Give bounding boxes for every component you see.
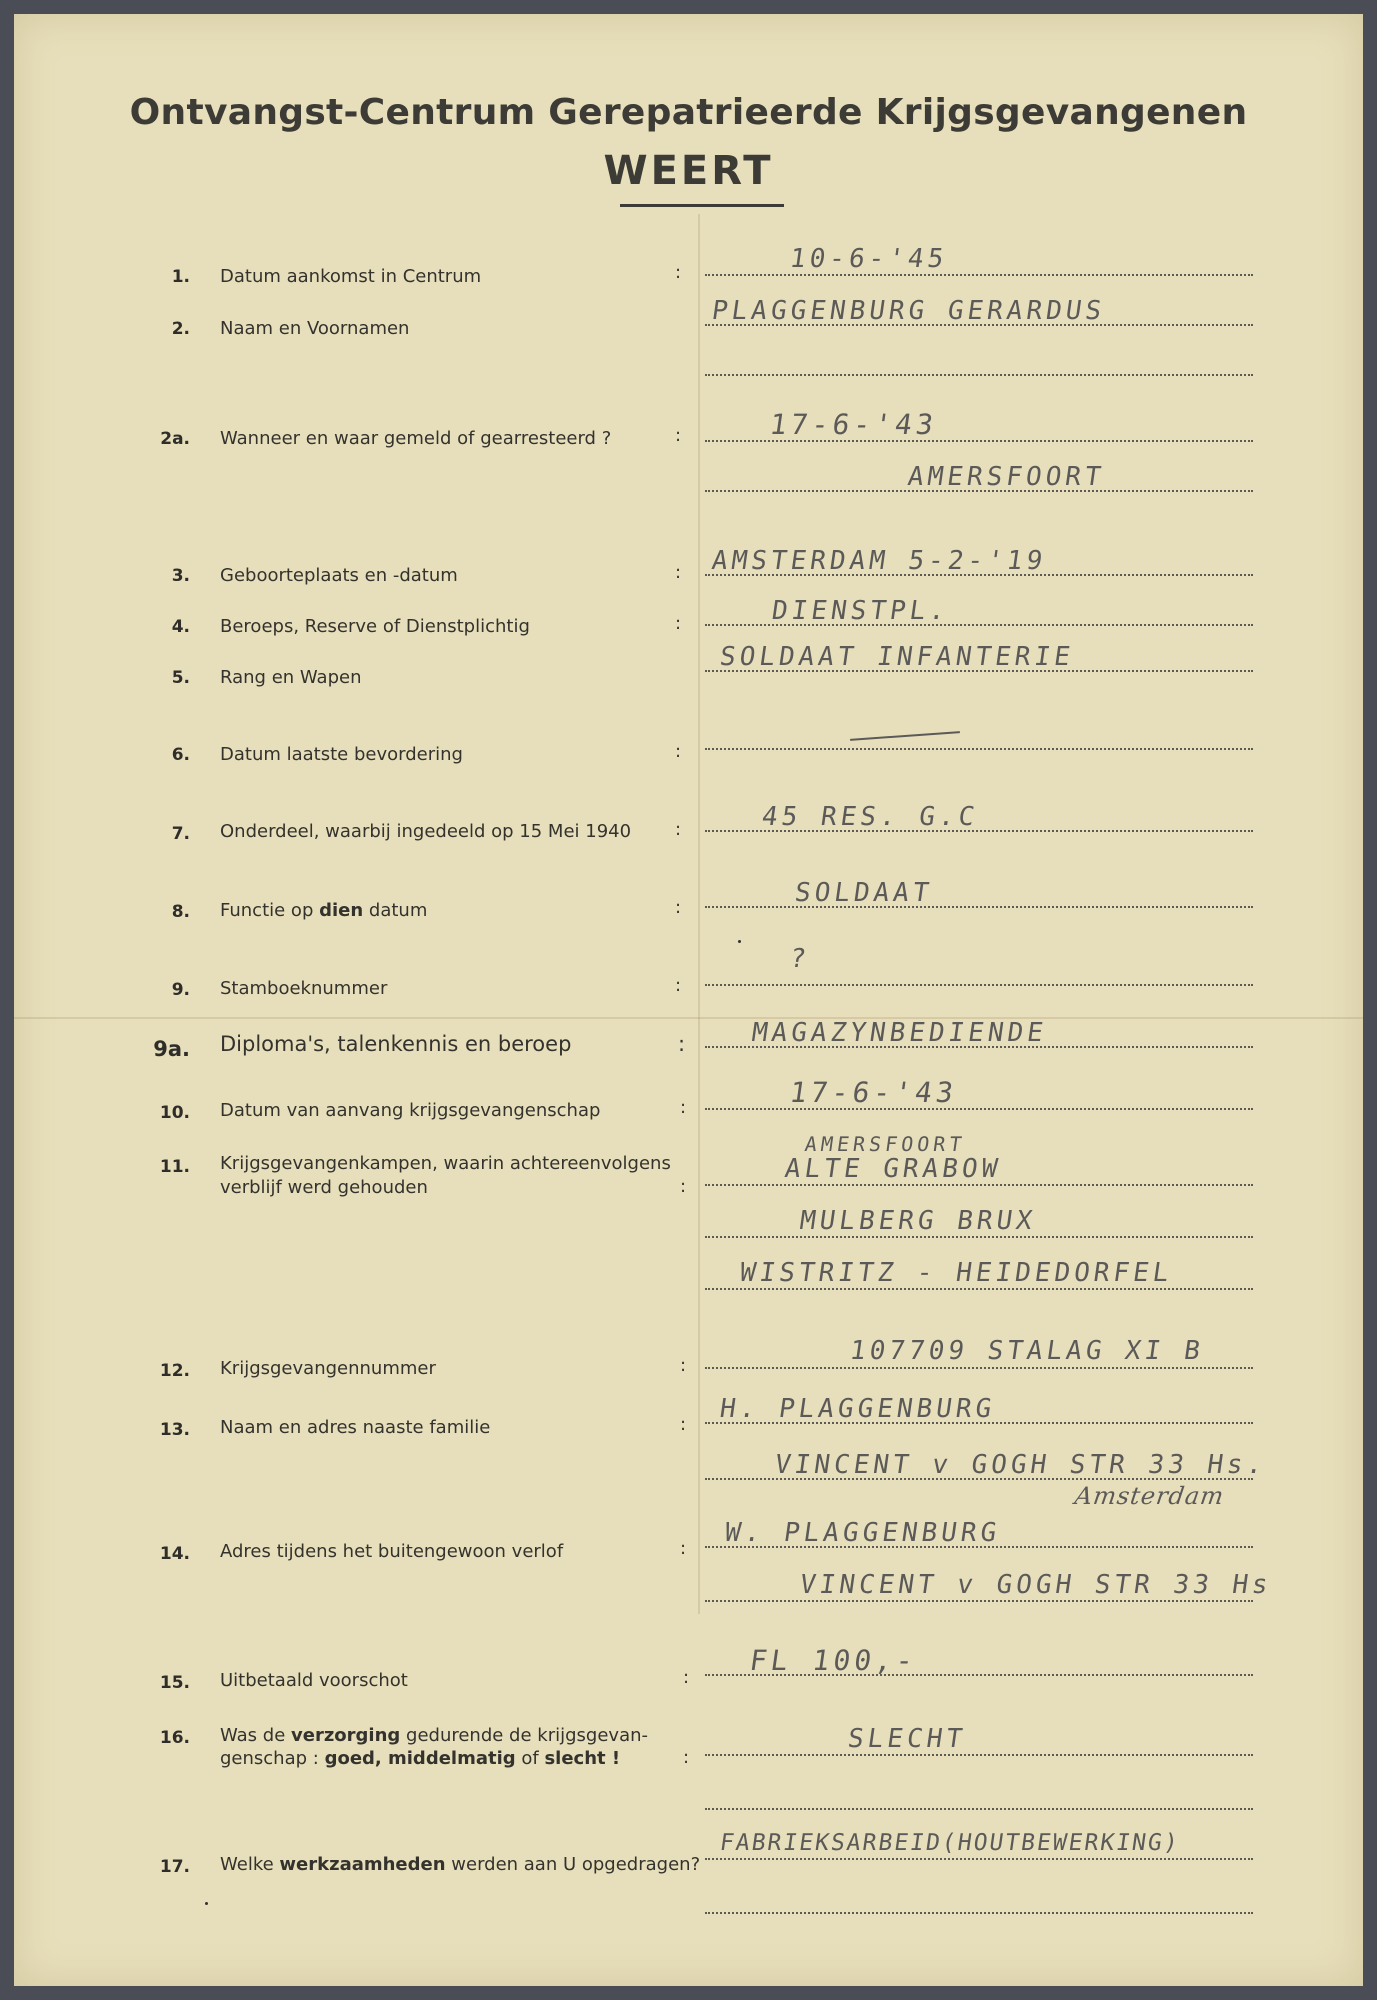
form-sheet bbox=[14, 14, 1363, 1986]
field-label: Geboorteplaats en -datum bbox=[220, 565, 458, 586]
field-colon: : bbox=[680, 1097, 687, 1118]
field-value-name: PLAGGENBURG GERARDUS bbox=[709, 296, 1108, 326]
field-value-rank-branch: SOLDAAT INFANTERIE bbox=[717, 642, 1076, 672]
field-number: 12. bbox=[159, 1361, 190, 1381]
field-number: 2. bbox=[171, 319, 190, 339]
field-value-leave-address: VINCENT v GOGH STR 33 Hs bbox=[797, 1570, 1274, 1600]
field-dotted-line bbox=[705, 374, 1253, 376]
field-number: 15. bbox=[159, 1673, 190, 1693]
ink-speck bbox=[738, 940, 741, 943]
field-dotted-line bbox=[705, 1600, 1253, 1602]
field-number: 10. bbox=[159, 1103, 190, 1123]
field-label: Naam en adres naaste familie bbox=[220, 1417, 491, 1438]
field-label: Krijgsgevangenkampen, waarin achtereenvolgens bbox=[220, 1153, 671, 1174]
ink-speck bbox=[205, 1902, 208, 1905]
field-dotted-line bbox=[705, 1367, 1253, 1369]
field-number: 16. bbox=[159, 1728, 190, 1748]
field-value-unit: 45 RES. G.C bbox=[759, 802, 981, 832]
field-value-camp-4: WISTRITZ - HEIDEDORFEL bbox=[737, 1258, 1175, 1288]
field-colon: : bbox=[680, 1355, 687, 1376]
field-dotted-line bbox=[705, 748, 1253, 750]
field-label: Datum laatste bevordering bbox=[220, 744, 463, 765]
field-value-care-rating: SLECHT bbox=[845, 1724, 969, 1754]
field-number: 2a. bbox=[160, 429, 190, 449]
field-colon: : bbox=[680, 1538, 687, 1559]
field-number: 1. bbox=[171, 267, 190, 287]
field-number: 3. bbox=[171, 566, 190, 586]
field-number: 9. bbox=[171, 980, 190, 1000]
field-label: Wanneer en waar gemeld of gearresteerd ? bbox=[220, 428, 612, 449]
field-value-family-city: Amsterdam bbox=[1073, 1482, 1227, 1510]
field-label: Welke werkzaamheden werden aan U opgedragen? bbox=[220, 1854, 701, 1875]
field-colon: : bbox=[675, 819, 682, 840]
field-label-continued: genschap : goed, middelmatig of slecht ! bbox=[220, 1748, 621, 1769]
field-label: Rang en Wapen bbox=[220, 667, 362, 688]
field-label: Beroeps, Reserve of Dienstplichtig bbox=[220, 616, 530, 637]
field-value-birthplace-date: AMSTERDAM 5-2-'19 bbox=[709, 546, 1049, 576]
field-colon: : bbox=[675, 975, 682, 996]
field-value-family-name: H. PLAGGENBURG bbox=[717, 1394, 998, 1424]
field-number: 14. bbox=[159, 1544, 190, 1564]
field-value-camp-1: AMERSFOORT bbox=[803, 1132, 968, 1156]
field-label: Onderdeel, waarbij ingedeeld op 15 Mei 1940 bbox=[220, 821, 632, 842]
field-colon: : bbox=[675, 425, 682, 446]
field-colon: : bbox=[678, 1032, 686, 1056]
field-value-captivity-start: 17-6-'43 bbox=[787, 1076, 960, 1109]
field-value-pow-number: 107709 STALAG XI B bbox=[847, 1336, 1206, 1366]
field-colon: : bbox=[675, 262, 682, 283]
field-colon: : bbox=[675, 613, 682, 634]
field-label-continued: verblijf werd gehouden bbox=[220, 1177, 428, 1198]
field-dotted-line bbox=[705, 1808, 1253, 1810]
fold-line-horizontal bbox=[14, 1017, 1363, 1019]
field-number: 6. bbox=[171, 745, 190, 765]
field-label: Uitbetaald voorschot bbox=[220, 1670, 408, 1691]
title-underline bbox=[620, 204, 784, 207]
field-value-registration-number: ? bbox=[787, 944, 812, 974]
fold-line-vertical bbox=[698, 214, 700, 1614]
field-label: Diploma's, talenkennis en beroep bbox=[220, 1032, 572, 1056]
field-value-date-arrival: 10-6-'45 bbox=[787, 244, 950, 274]
field-dotted-line bbox=[705, 274, 1253, 276]
field-number: 4. bbox=[171, 617, 190, 637]
field-value-arrest-date: 17-6-'43 bbox=[767, 408, 940, 441]
field-colon: : bbox=[680, 1176, 687, 1197]
field-value-service-type: DIENSTPL. bbox=[769, 596, 951, 626]
field-label: Adres tijdens het buitengewoon verlof bbox=[220, 1541, 564, 1562]
field-value-function: SOLDAAT bbox=[792, 878, 935, 908]
field-dotted-line bbox=[705, 1858, 1253, 1860]
field-dotted-line bbox=[705, 906, 1253, 908]
field-value-work-tasks: FABRIEKSARBEID(HOUTBEWERKING) bbox=[718, 1830, 1182, 1856]
field-number: 11. bbox=[159, 1157, 190, 1177]
field-label: Datum aankomst in Centrum bbox=[220, 266, 482, 287]
field-value-advance-paid: FL 100,- bbox=[747, 1644, 920, 1677]
field-label: Was de verzorging gedurende de krijgsgevan- bbox=[220, 1725, 648, 1746]
field-value-camp-2: ALTE GRABOW bbox=[782, 1154, 1004, 1184]
field-dotted-line bbox=[705, 1912, 1253, 1914]
field-value-leave-name: W. PLAGGENBURG bbox=[722, 1518, 1003, 1548]
field-dotted-line bbox=[705, 984, 1253, 986]
field-number: 13. bbox=[159, 1420, 190, 1440]
field-dotted-line bbox=[705, 1754, 1253, 1756]
field-label: Stamboeknummer bbox=[220, 978, 388, 999]
field-number: 8. bbox=[171, 902, 190, 922]
field-number: 7. bbox=[171, 824, 190, 844]
field-label: Krijgsgevangennummer bbox=[220, 1358, 436, 1379]
field-value-diplomas: MAGAZYNBEDIENDE bbox=[749, 1018, 1049, 1048]
field-dotted-line bbox=[705, 1184, 1253, 1186]
field-label: Naam en Voornamen bbox=[220, 318, 410, 339]
field-dotted-line bbox=[705, 1236, 1253, 1238]
field-number: 9a. bbox=[153, 1037, 190, 1061]
field-label: Datum van aanvang krijgsgevangenschap bbox=[220, 1100, 601, 1121]
field-colon: : bbox=[675, 741, 682, 762]
field-value-arrest-place: AMERSFOORT bbox=[905, 462, 1107, 492]
field-number: 17. bbox=[159, 1857, 190, 1877]
field-colon: : bbox=[683, 1667, 690, 1688]
field-colon: : bbox=[683, 1747, 690, 1768]
field-label: Functie op dien datum bbox=[220, 900, 428, 921]
field-value-family-address: VINCENT v GOGH STR 33 Hs. bbox=[772, 1450, 1269, 1480]
document-subtitle: WEERT bbox=[603, 148, 774, 194]
document-title: Ontvangst-Centrum Gerepatrieerde Krijgsgevangenen bbox=[129, 92, 1248, 133]
field-number: 5. bbox=[171, 668, 190, 688]
field-dotted-line bbox=[705, 1288, 1253, 1290]
field-value-camp-3: MULBERG BRUX bbox=[797, 1206, 1038, 1236]
field-colon: : bbox=[675, 897, 682, 918]
field-colon: : bbox=[675, 562, 682, 583]
field-colon: : bbox=[680, 1414, 687, 1435]
